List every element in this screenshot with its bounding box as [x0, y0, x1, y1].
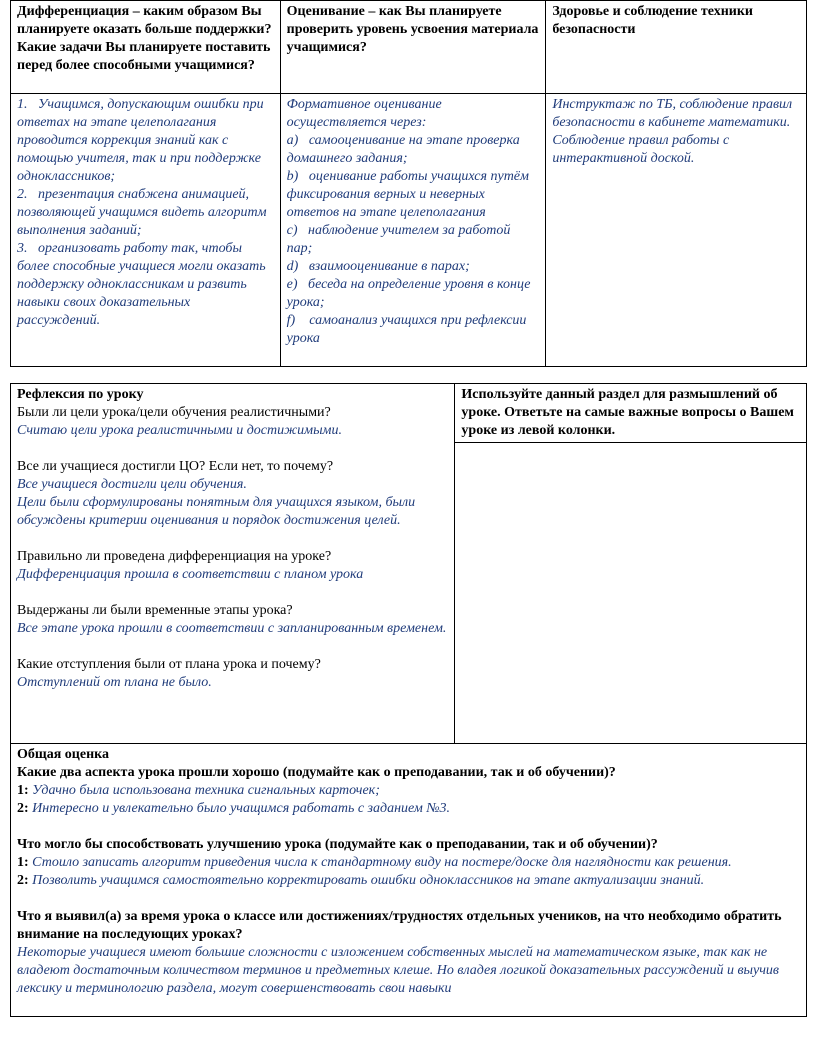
- planning-table: [10, 0, 807, 367]
- reflection-answer: Все учащиеся достигли цели обучения.: [17, 477, 247, 492]
- summary-answer: 1: Удачно была использована техника сигнальных карточек;: [17, 783, 380, 798]
- reflection-instructions: Используйте данный раздел для размышлений об уроке. Ответьте на самые важные вопросы о Вашем уроке из левой колонки.: [455, 384, 807, 443]
- health-safety-cell: [546, 94, 807, 367]
- summary-title: Общая оценка: [17, 747, 109, 762]
- differentiation-item: 1. Учащимся, допускающим ошибки при ответах на этапе целеполагания проводится коррекция знаний как с помощью учителя, так и при поддержке одноклассников;: [17, 97, 264, 184]
- reflection-answer: Отступлений от плана не было.: [17, 675, 212, 690]
- safety-item: Инструктаж по ТБ, соблюдение правил безопасности в кабинете математики.: [552, 97, 793, 130]
- assessment-item: b) оценивание работы учащихся путём фиксирования верных и неверных ответов на этапе целеполагания: [286, 169, 529, 220]
- planning-content-row: [11, 94, 807, 367]
- header-assessment: Оценивание – как Вы планируете проверить уровень усвоения материала учащимися?: [280, 1, 546, 94]
- assessment-cell: [280, 94, 546, 367]
- reflection-question: Выдержаны ли были временные этапы урока?: [17, 603, 293, 618]
- summary-answer: 2: Интересно и увлекательно было учащимся работать с заданием №3.: [17, 801, 451, 816]
- reflection-question: Какие отступления были от плана урока и почему?: [17, 657, 321, 672]
- summary-row: [11, 744, 807, 1017]
- summary-answer: 2: Позволить учащимся самостоятельно корректировать ошибки одноклассников на этапе актуализации знаний.: [17, 873, 705, 888]
- reflection-title: Рефлексия по уроку: [17, 387, 144, 402]
- reflection-answer: Считаю цели урока реалистичными и достижимыми.: [17, 423, 342, 438]
- assessment-item: f) самоанализ учащихся при рефлексии урока: [286, 313, 527, 346]
- assessment-item: e) беседа на определение уровня в конце урока;: [286, 277, 531, 310]
- summary-question: Что я выявил(а) за время урока о классе или достижениях/трудностях отдельных учеников, на что необходимо обратить внимание на последующих уроках?: [17, 909, 782, 942]
- reflection-answer: Все этапе урока прошли в соответствии с запланированным временем.: [17, 621, 447, 636]
- reflection-answer: Дифференциация прошла в соответствии с планом урока: [17, 567, 364, 582]
- header-health-safety: Здоровье и соблюдение техники безопасности: [546, 1, 807, 94]
- summary-cell: [11, 744, 807, 1017]
- reflection-answer: Цели были сформулированы понятным для учащихся языком, были обсуждены критерии оценивания и порядок достижения целей.: [17, 495, 416, 528]
- reflection-notes-blank: [455, 443, 807, 744]
- assessment-item: c) наблюдение учителем за работой пар;: [286, 223, 511, 256]
- planning-header-row: [11, 1, 807, 94]
- differentiation-cell: [11, 94, 281, 367]
- assessment-intro: Формативное оценивание осуществляется через:: [286, 97, 442, 130]
- safety-item: Соблюдение правил работы с интерактивной доской.: [552, 133, 730, 166]
- reflection-header-row: [11, 384, 807, 443]
- reflection-question: Правильно ли проведена дифференциация на уроке?: [17, 549, 332, 564]
- reflection-question: Все ли учащиеся достигли ЦО? Если нет, то почему?: [17, 459, 334, 474]
- reflection-question: Были ли цели урока/цели обучения реалистичными?: [17, 405, 331, 420]
- summary-answer: 1: Стоило записать алгоритм приведения числа к стандартному виду на постере/доске для наглядности как решения.: [17, 855, 732, 870]
- summary-question: Какие два аспекта урока прошли хорошо (подумайте как о преподавании, так и об обучении)?: [17, 765, 616, 780]
- assessment-item: a) самооценивание на этапе проверка домашнего задания;: [286, 133, 520, 166]
- reflection-table: [10, 383, 807, 1017]
- differentiation-item: 2. презентация снабжена анимацией, позволяющей учащимся видеть алгоритм выполнения заданий;: [17, 187, 267, 238]
- summary-question: Что могло бы способствовать улучшению урока (подумайте как о преподавании, так и об обучении)?: [17, 837, 658, 852]
- summary-answer: Некоторые учащиеся имеют большие сложности с изложением собственных мыслей на математическом языке, так как не владеют достаточным количеством терминов и предметных клеше. Но владея логикой доказательных рассуждений и выучив лексику и терминологию раздела, могут совершенствовать свои навыки: [17, 945, 779, 996]
- assessment-item: d) взаимооценивание в парах;: [286, 259, 470, 274]
- reflection-left-cell: [11, 384, 455, 744]
- header-differentiation: Дифференциация – каким образом Вы планируете оказать больше поддержки? Какие задачи Вы планируете поставить перед более способными учащимися?: [11, 1, 281, 94]
- differentiation-item: 3. организовать работу так, чтобы более способные учащиеся могли оказать поддержку одноклассникам и развить навыки своих доказательных рассуждений.: [17, 241, 266, 328]
